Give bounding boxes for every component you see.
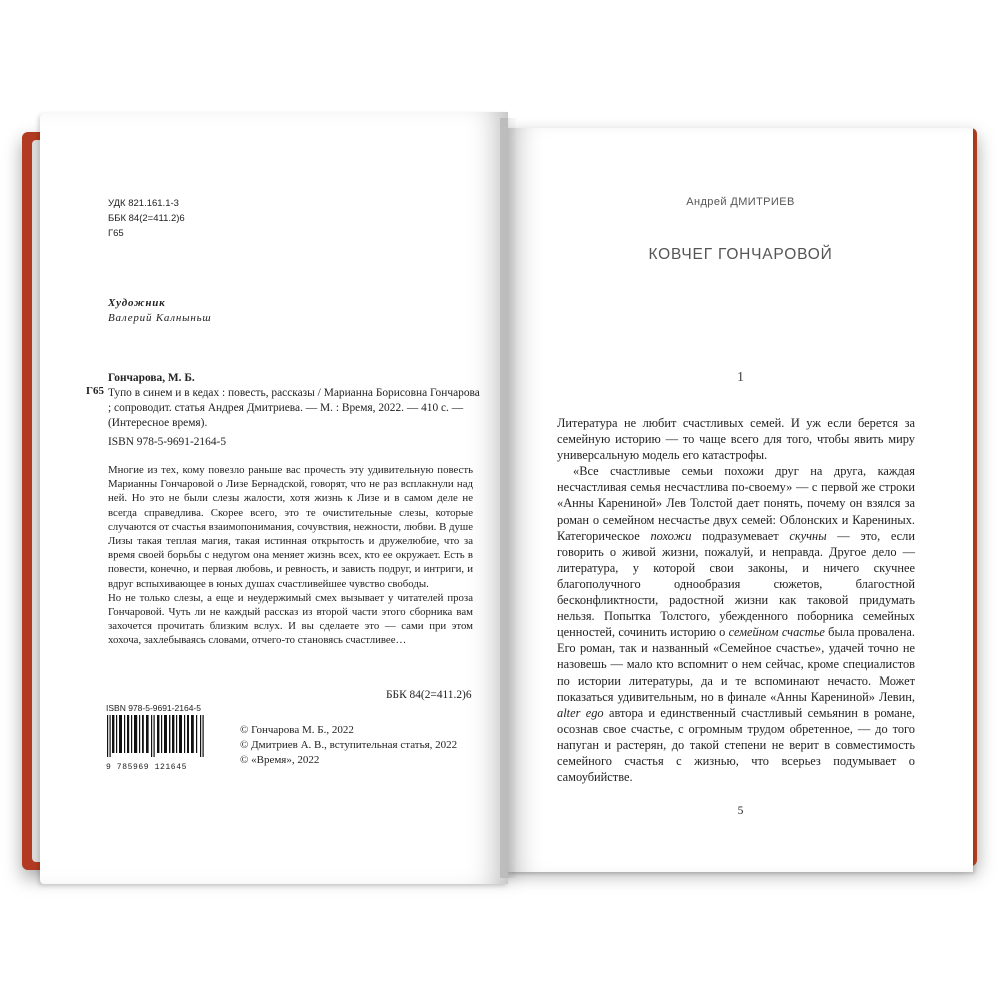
chapter-number: 1 (737, 370, 744, 385)
record-author: Гончарова, М. Б. (108, 372, 195, 384)
emphasis: скучны (789, 528, 827, 543)
barcode-digits: 9 785969 121645 (106, 763, 188, 772)
artist-name: Валерий Калныньш (108, 312, 212, 324)
bibliographic-record (108, 371, 480, 431)
copyright-line: © Дмитриев А. В., вступительная статья, 2022 (240, 739, 458, 751)
barcode-block (106, 703, 210, 772)
essay-body (557, 415, 915, 785)
bbk-code: ББК 84(2=411.2)6 (108, 213, 185, 224)
barcode-isbn: ISBN 978-5-9691-2164-5 (106, 703, 201, 713)
essay-author: Андрей ДМИТРИЕВ (686, 196, 795, 208)
emphasis: похожи (650, 528, 692, 543)
annotation-paragraph: Но не только слезы, а еще и неудержимый смех вызывает у читателей проза Гончаровой. Чуть ли не каждый рассказ из второй части этого сборника вам захочется прочитать близким вслух. И вы сделаете это — сами при этом хохоча, захлебываясь словами, отчего-то становясь счастливее… (108, 591, 473, 647)
emphasis: alter ego (557, 705, 604, 720)
text-run: была провалена. Его роман, так и названный «Семейное счастье», удачей точно не назовешь — мало кто вспомнит о нем сейчас, кроме специалистов по истории литературы, да и те вспоминают нечасто. Может показаться удивительным, но в финале «Анны Карениной» Левин, (557, 625, 915, 704)
record-description: Тупо в синем и в кедах : повесть, рассказы / Марианна Борисовна Гончарова ; сопроводит. статья Андрея Дмитриева. — М. : Время, 2022. — 410 с. — (Интересное время). (108, 387, 480, 429)
author-sign: Г65 (108, 228, 124, 239)
text-run: автора и единственный счастливый семьянин в романе, осознав свое счастье, с огромным трудом обретенное, — до того напуган и растерян, до такой степени не верит в совместимость семейного счастья с жизнью, что всерьез подумывает о самоубийстве. (557, 705, 915, 785)
copyright-line: © «Время», 2022 (240, 754, 320, 766)
copyright-block (240, 723, 457, 768)
artist-credit (108, 296, 212, 326)
page-number: 5 (737, 805, 744, 817)
body-paragraph: Литература не любит счастливых семей. И уж если берется за семейную историю — то чаще всего для того, чтобы явить миру универсальную модель его катастрофы. (557, 416, 915, 463)
emphasis: семейном счастье (728, 625, 825, 640)
catalog-codes (108, 196, 185, 241)
udk-code: УДК 821.161.1-3 (108, 198, 179, 209)
copyright-line: © Гончарова М. Б., 2022 (240, 724, 354, 736)
text-run: подразумевает (691, 528, 790, 543)
annotation-paragraph: Многие из тех, кому повезло раньше вас прочесть эту удивительную повесть Марианны Гончаровой о Лизе Бернадской, говорят, что не раз всплакнули над ней. Но это не были слезы жалости, хотя жизнь к Лизе и в самом деле не всегда справедлива. Скорее всего, это те очистительные слезы, которые случаются от счастья взаимопонимания, сочувствия, нежности, любви. В душе Лизы такая теплая магия, такая истинная открытость и дружелюбие, что за время своей борьбы с недугом она меняет жизнь всех, кто ее окружает. Есть в повести, конечно, и первая любовь, и ревность, и зависть подруг, и интриги, и вдруг вспыхивающее в юных душах счастливейшее чувство свободы. (108, 464, 473, 590)
text-run: — это, если говорить о живой жизни, пожалуй, и неправда. Другое дело — литература, у которой свои законы, и ничего скучнее благополучного однообразия сюжетов, благостной бесконфликтности, радостной жизни как таковой придумать нельзя. Попытка Толстого, убежденного поборника семейных ценностей, сочинить историю о (557, 528, 915, 640)
body-paragraph (557, 463, 915, 785)
annotation (108, 463, 473, 648)
artist-label: Художник (108, 297, 166, 309)
bbk-bottom: ББК 84(2=411.2)6 (386, 689, 472, 701)
essay-title: КОВЧЕГ ГОНЧАРОВОЙ (648, 246, 833, 263)
barcode-icon (106, 715, 206, 757)
spine-shadow (500, 118, 516, 878)
author-code: Г65 (86, 385, 104, 397)
isbn: ISBN 978-5-9691-2164-5 (108, 436, 227, 448)
text-run: «Все счастливые семьи похожи друг на друга, каждая несчастливая семья несчастлива по-своему» — с первой же строки «Анны Карениной» Лев Толстой дает понять, почему он взялся за роман о семейном несчастье двух семей: Облонских и Карениных. Категорическое (557, 464, 915, 543)
